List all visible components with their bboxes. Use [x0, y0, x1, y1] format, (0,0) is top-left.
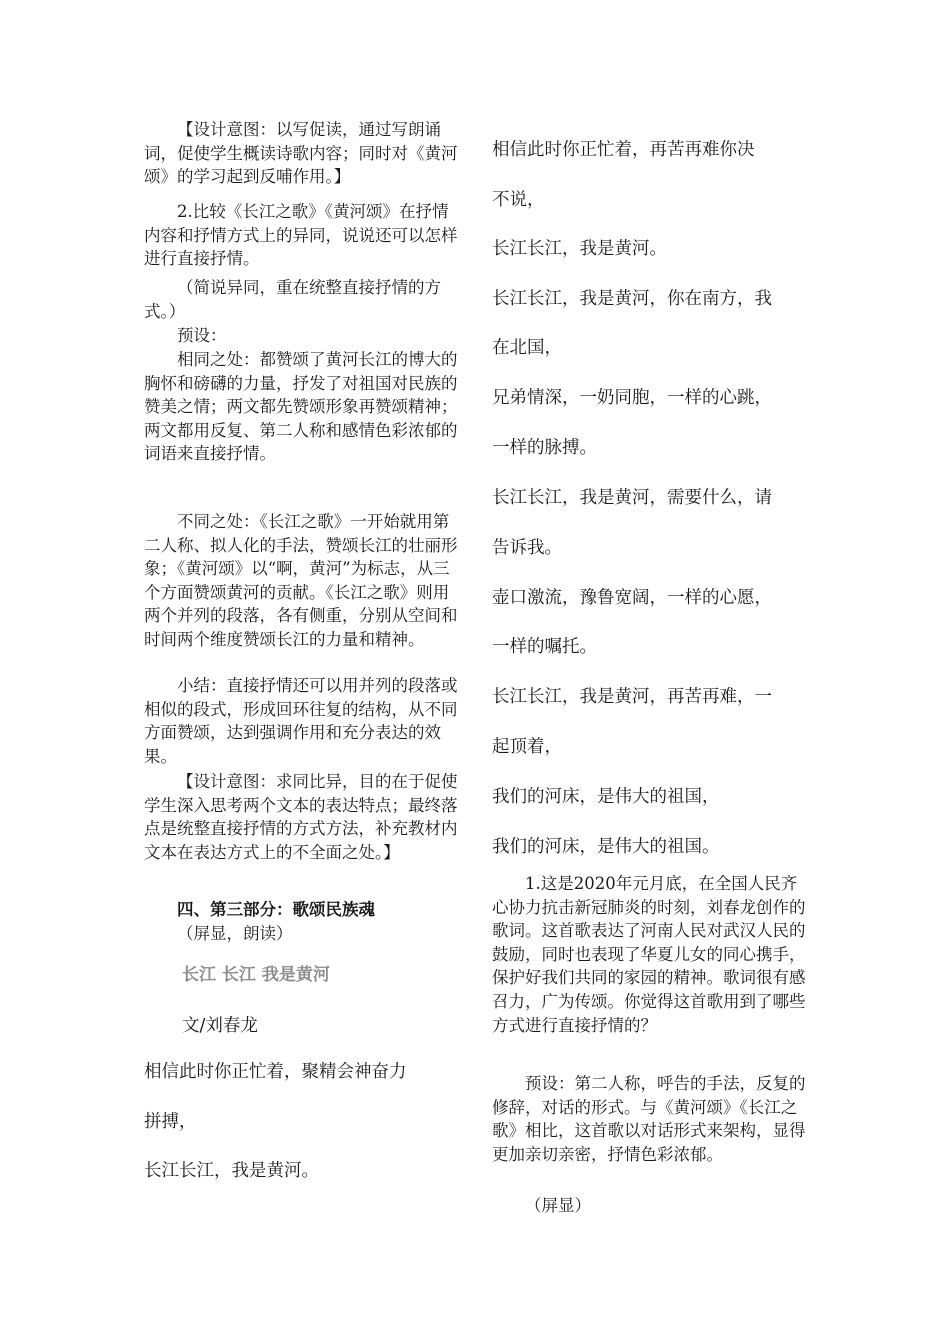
poem-line: 长江长江，我是黄河，再苦再难，一 [492, 687, 772, 707]
poem-line: 在北国， [492, 338, 562, 358]
question-1: 1.这是2020年元月底，在全国人民齐心协力抗击新冠肺炎的时刻，刘春龙创作的歌词。这首歌表达了河南人民对武汉人民的鼓励，同时也表现了华夏儿女的同心携手，保护好我们共同的家园的精神。歌词很有感召力，广为传颂。你觉得这首歌用到了哪些方式进行直接抒情的？ [492, 874, 806, 1035]
note-screen-read: （屏显，朗读） [177, 924, 293, 943]
design-intent-1: 【设计意图：以写促读，通过写朗诵词，促使学生概读诗歌内容；同时对《黄河颂》的学习起到反哺作用。】 [144, 120, 458, 187]
similarities-paragraph: 相同之处：都赞颂了黄河长江的博大的胸怀和磅礴的力量，抒发了对祖国对民族的赞美之情；两文都先赞颂形象再赞颂精神；两文都用反复、第二人称和感情色彩浓郁的词语来直接抒情。 [144, 350, 458, 464]
preset-label: 预设： [177, 326, 227, 345]
note-screen: （屏显） [525, 1196, 591, 1215]
poem-line: 长江长江，我是黄河，需要什么，请 [492, 488, 772, 508]
poem-author: 文/刘春龙 [182, 1016, 258, 1036]
poem-line: 我们的河床，是伟大的祖国， [492, 787, 720, 807]
poem-line: 一样的嘱托。 [492, 637, 597, 657]
poem-line: 长江长江，我是黄河。 [492, 239, 667, 259]
poem-line: 拼搏， [144, 1112, 197, 1132]
poem-line: 壶口激流，豫鲁宽阔，一样的心愿， [492, 588, 772, 608]
preset-answer: 预设：第二人称，呼告的手法，反复的修辞，对话的形式。与《黄河颂》《长江之歌》相比，这首歌以对话形式来架构，显得更加亲切亲密，抒情色彩浓郁。 [492, 1074, 806, 1164]
poem-line: 一样的脉搏。 [492, 438, 597, 458]
poem-line: 长江长江，我是黄河，你在南方，我 [492, 289, 772, 309]
poem-title: 长江 长江 我是黄河 [182, 965, 330, 985]
poem-line: 不说， [492, 190, 545, 210]
poem-line: 兄弟情深，一奶同胞，一样的心跳， [492, 388, 772, 408]
note-brief: （简说异同，重在统整直接抒情的方式。） [144, 278, 441, 321]
summary-paragraph: 小结：直接抒情还可以用并列的段落或相似的段式，形成回环往复的结构，从不同方面赞颂，达到强调作用和充分表达的效果。 [144, 676, 458, 766]
differences-paragraph: 不同之处：《长江之歌》一开始就用第二人称、拟人化的手法，赞颂长江的壮丽形象；《黄河颂》以“啊，黄河”为标志，从三个方面赞颂黄河的贡献。《长江之歌》则用两个并列的段落，各有侧重，分别从空间和时间两个维度赞颂长江的力量和精神。 [144, 512, 458, 649]
question-2: 2.比较《长江之歌》《黄河颂》在抒情内容和抒情方式上的异同，说说还可以怎样进行直接抒情。 [144, 202, 458, 269]
poem-line: 起顶着， [492, 737, 562, 757]
poem-line: 告诉我。 [492, 538, 562, 558]
design-intent-2: 【设计意图：求同比异，目的在于促使学生深入思考两个文本的表达特点；最终落点是统整直接抒情的方式方法，补充教材内文本在表达方式上的不全面之处。】 [144, 772, 458, 862]
poem-line: 相信此时你正忙着，聚精会神奋力 [144, 1062, 407, 1082]
poem-line: 我们的河床，是伟大的祖国。 [492, 837, 720, 857]
poem-line: 相信此时你正忙着，再苦再难你决 [492, 140, 755, 160]
section-heading-4: 四、第三部分：歌颂民族魂 [177, 900, 375, 919]
poem-line: 长江长江，我是黄河。 [144, 1161, 319, 1181]
